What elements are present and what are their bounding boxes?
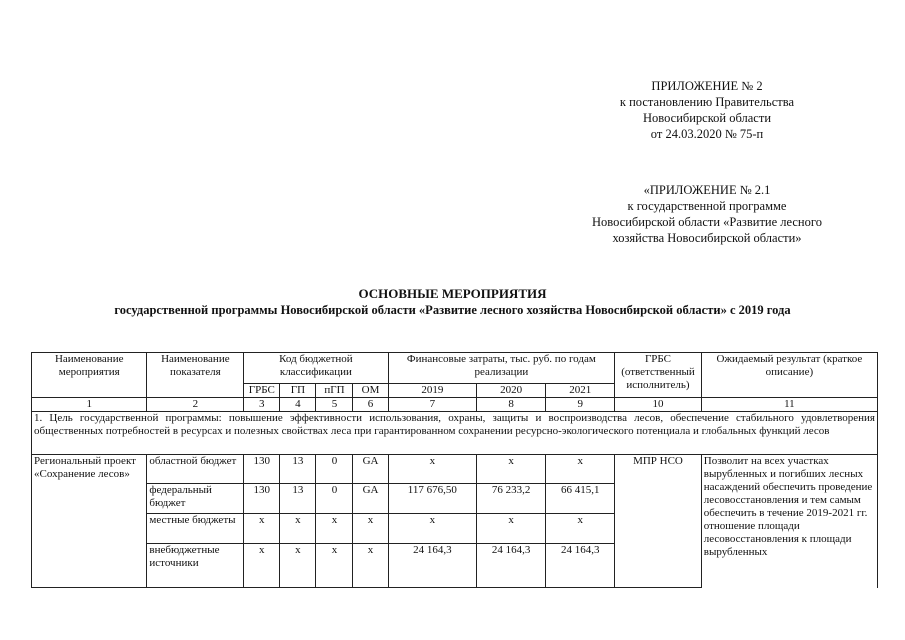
appendix-line: Новосибирской области (642, 111, 772, 125)
pgp-code: x (316, 544, 353, 588)
column-number: 2 (147, 398, 244, 412)
document-subtitle: государственной программы Новосибирской области «Развитие лесного хозяйства Новосибирской области» с 2019 года (114, 303, 791, 317)
grbs-code: 130 (244, 484, 280, 514)
appendix-sub-line: Новосибирской области «Развитие лесного (592, 215, 822, 229)
grbs-code: x (244, 544, 280, 588)
pgp-code: 0 (316, 484, 353, 514)
expected-result: Позволит на всех участках вырубленных и погибших лесных насаждений обеспечить проведение лесовосстановления и тем самым обеспечить в течение 2019-2021 гг. отношение площади лесовосстановления к площади вырубленных (701, 455, 877, 588)
appendix-line: ПРИЛОЖЕНИЕ № 2 (651, 79, 763, 93)
table-row (32, 455, 878, 484)
header-gp: ГП (280, 384, 316, 398)
om-code: GA (353, 484, 388, 514)
appendix-line: к постановлению Правительства (619, 95, 795, 109)
cost-2021: x (546, 455, 615, 484)
header-financing: Финансовые затраты, тыс. руб. по годам реализации (388, 353, 615, 384)
appendix-sub-line: «ПРИЛОЖЕНИЕ № 2.1 (643, 183, 771, 197)
column-number: 6 (353, 398, 388, 412)
column-number: 7 (388, 398, 477, 412)
cost-2019: x (388, 455, 477, 484)
column-number: 9 (546, 398, 615, 412)
cost-2021: 66 415,1 (546, 484, 615, 514)
pgp-code: x (316, 514, 353, 544)
column-number: 8 (477, 398, 546, 412)
column-number: 3 (244, 398, 280, 412)
indicator-name: федеральный бюджет (147, 484, 244, 514)
grbs-code: 130 (244, 455, 280, 484)
appendix-sub-line: хозяйства Новосибирской области» (612, 231, 802, 245)
header-result: Ожидаемый результат (краткое описание) (701, 353, 877, 398)
header-year-2021: 2021 (546, 384, 615, 398)
header-budget-code: Код бюджетной классификации (244, 353, 388, 384)
gp-code: x (280, 544, 316, 588)
indicator-name: внебюджетные источники (147, 544, 244, 588)
gp-code: x (280, 514, 316, 544)
cost-2019: 24 164,3 (388, 544, 477, 588)
cost-2021: 24 164,3 (546, 544, 615, 588)
indicator-name: местные бюджеты (147, 514, 244, 544)
column-number: 4 (280, 398, 316, 412)
column-number: 5 (316, 398, 353, 412)
document-title: ОСНОВНЫЕ МЕРОПРИЯТИЯ (358, 286, 547, 301)
cost-2020: x (477, 455, 546, 484)
indicator-name: областной бюджет (147, 455, 244, 484)
om-code: x (353, 544, 388, 588)
header-indicator-name: Наименование показателя (147, 353, 244, 398)
cost-2020: x (477, 514, 546, 544)
cost-2021: x (546, 514, 615, 544)
appendix-sub-header (578, 182, 836, 246)
cost-2020: 76 233,2 (477, 484, 546, 514)
appendix-line: от 24.03.2020 № 75-п (650, 127, 764, 141)
header-measure-name: Наименование мероприятия (32, 353, 147, 398)
column-number: 1 (32, 398, 147, 412)
header-executor: ГРБС (ответственный исполнитель) (615, 353, 702, 398)
header-pgp: пГП (316, 384, 353, 398)
column-number: 10 (615, 398, 702, 412)
header-grbs: ГРБС (244, 384, 280, 398)
header-om: ОМ (353, 384, 388, 398)
appendix-sub-line: к государственной программе (627, 199, 787, 213)
pgp-code: 0 (316, 455, 353, 484)
cost-2020: 24 164,3 (477, 544, 546, 588)
cost-2019: 117 676,50 (388, 484, 477, 514)
gp-code: 13 (280, 484, 316, 514)
om-code: x (353, 514, 388, 544)
measure-name: Региональный проект «Сохранение лесов» (32, 455, 147, 588)
appendix-header (578, 78, 836, 142)
om-code: GA (353, 455, 388, 484)
header-year-2019: 2019 (388, 384, 477, 398)
program-goal: 1. Цель государственной программы: повышение эффективности использования, охраны, защиты и воспроизводства лесов, обеспечение стабильного удовлетворения общественных потребностей в ресурсах и полезных свойствах леса при гарантированном сохранении ресурсно-экологического потенциала и глобальных функций лесов (32, 412, 878, 455)
column-number: 11 (701, 398, 877, 412)
gp-code: 13 (280, 455, 316, 484)
measures-table (31, 352, 878, 588)
executor-name: МПР НСО (615, 455, 702, 588)
cost-2019: x (388, 514, 477, 544)
header-year-2020: 2020 (477, 384, 546, 398)
grbs-code: x (244, 514, 280, 544)
